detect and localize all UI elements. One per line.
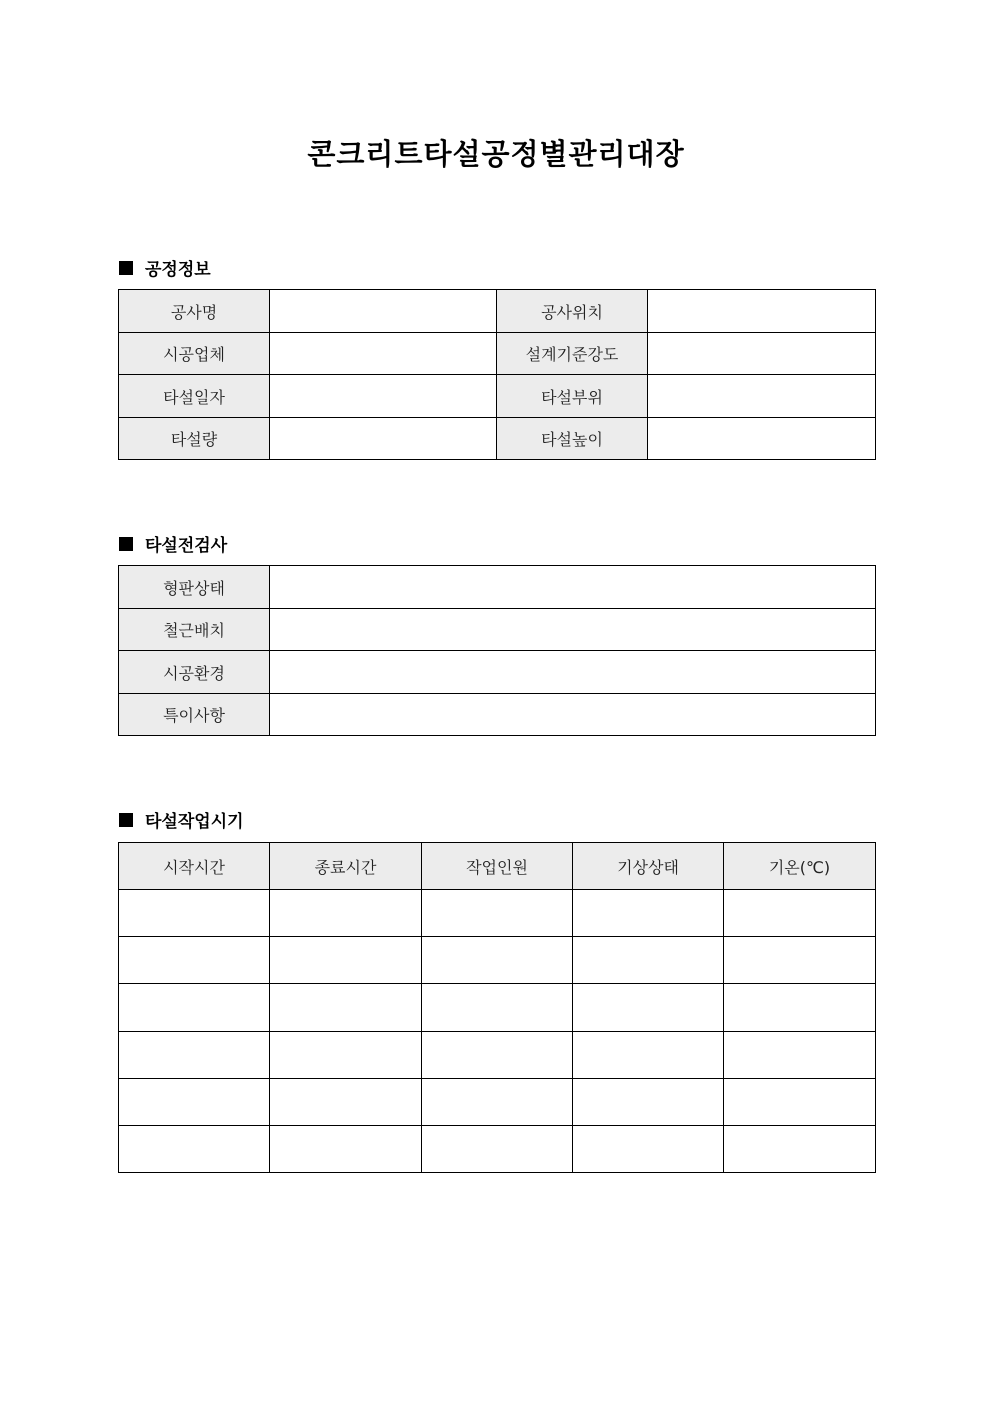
table-row [119,1079,876,1126]
cell-end-time[interactable] [270,984,422,1032]
table-row [119,1032,876,1079]
cell-workers[interactable] [422,1032,573,1079]
section-heading-pre-pour-inspection [119,531,227,556]
section-heading-label: 타설작업시기 [145,812,244,832]
table-row [119,651,876,694]
table-row [119,375,876,418]
table-row [119,694,876,736]
cell-start-time[interactable] [119,984,270,1032]
cell-temperature[interactable] [724,890,876,937]
cell-start-time[interactable] [119,1126,270,1173]
cell-start-time[interactable] [119,1032,270,1079]
document-title: 콘크리트타설공정별관리대장 [307,137,685,171]
cell-workers[interactable] [422,937,573,984]
table-header-row [119,843,876,890]
table-row [119,937,876,984]
column-header-start-time: 시작시간 [119,843,270,890]
column-header-temperature: 기온(℃) [724,843,876,890]
cell-temperature[interactable] [724,1079,876,1126]
pour-work-timing-table [118,842,876,1173]
label-cell: 타설량 [119,418,270,460]
value-cell-project-location[interactable] [648,290,876,333]
cell-temperature[interactable] [724,1126,876,1173]
label-cell: 타설일자 [119,375,270,418]
label-cell: 특이사항 [119,694,270,736]
cell-weather[interactable] [573,1032,724,1079]
square-bullet-icon [119,261,133,275]
cell-workers[interactable] [422,890,573,937]
cell-weather[interactable] [573,1126,724,1173]
label-cell: 형판상태 [119,566,270,609]
label-cell: 공사명 [119,290,270,333]
section-heading-label: 공정정보 [145,260,211,280]
cell-start-time[interactable] [119,937,270,984]
section-heading-process-info [119,255,211,280]
label-cell: 타설부위 [497,375,648,418]
cell-start-time[interactable] [119,890,270,937]
value-cell-remarks[interactable] [270,694,876,736]
section-heading-label: 타설전검사 [145,536,228,556]
column-header-end-time: 종료시간 [270,843,422,890]
value-cell-site-environment[interactable] [270,651,876,694]
cell-weather[interactable] [573,890,724,937]
cell-start-time[interactable] [119,1079,270,1126]
process-info-table [118,289,876,460]
pre-pour-inspection-table [118,565,876,736]
cell-end-time[interactable] [270,1079,422,1126]
table-row [119,333,876,375]
label-cell: 공사위치 [497,290,648,333]
value-cell-pour-location[interactable] [648,375,876,418]
value-cell-contractor[interactable] [270,333,497,375]
table-row [119,609,876,651]
cell-end-time[interactable] [270,1032,422,1079]
cell-weather[interactable] [573,1079,724,1126]
value-cell-formwork-condition[interactable] [270,566,876,609]
cell-weather[interactable] [573,937,724,984]
cell-workers[interactable] [422,1126,573,1173]
cell-workers[interactable] [422,1079,573,1126]
label-cell: 시공환경 [119,651,270,694]
table-row [119,418,876,460]
cell-workers[interactable] [422,984,573,1032]
value-cell-project-name[interactable] [270,290,497,333]
cell-end-time[interactable] [270,890,422,937]
section-heading-pour-work-timing [119,807,244,832]
label-cell: 설계기준강도 [497,333,648,375]
square-bullet-icon [119,537,133,551]
value-cell-pour-height[interactable] [648,418,876,460]
table-row [119,1126,876,1173]
value-cell-design-strength[interactable] [648,333,876,375]
label-cell: 시공업체 [119,333,270,375]
label-cell: 철근배치 [119,609,270,651]
cell-temperature[interactable] [724,1032,876,1079]
column-header-workers: 작업인원 [422,843,573,890]
value-cell-rebar-placement[interactable] [270,609,876,651]
cell-temperature[interactable] [724,937,876,984]
cell-end-time[interactable] [270,1126,422,1173]
value-cell-pour-volume[interactable] [270,418,497,460]
table-row [119,984,876,1032]
cell-end-time[interactable] [270,937,422,984]
value-cell-pour-date[interactable] [270,375,497,418]
table-row [119,566,876,609]
square-bullet-icon [119,813,133,827]
cell-temperature[interactable] [724,984,876,1032]
column-header-weather: 기상상태 [573,843,724,890]
cell-weather[interactable] [573,984,724,1032]
table-row [119,290,876,333]
label-cell: 타설높이 [497,418,648,460]
table-row [119,890,876,937]
